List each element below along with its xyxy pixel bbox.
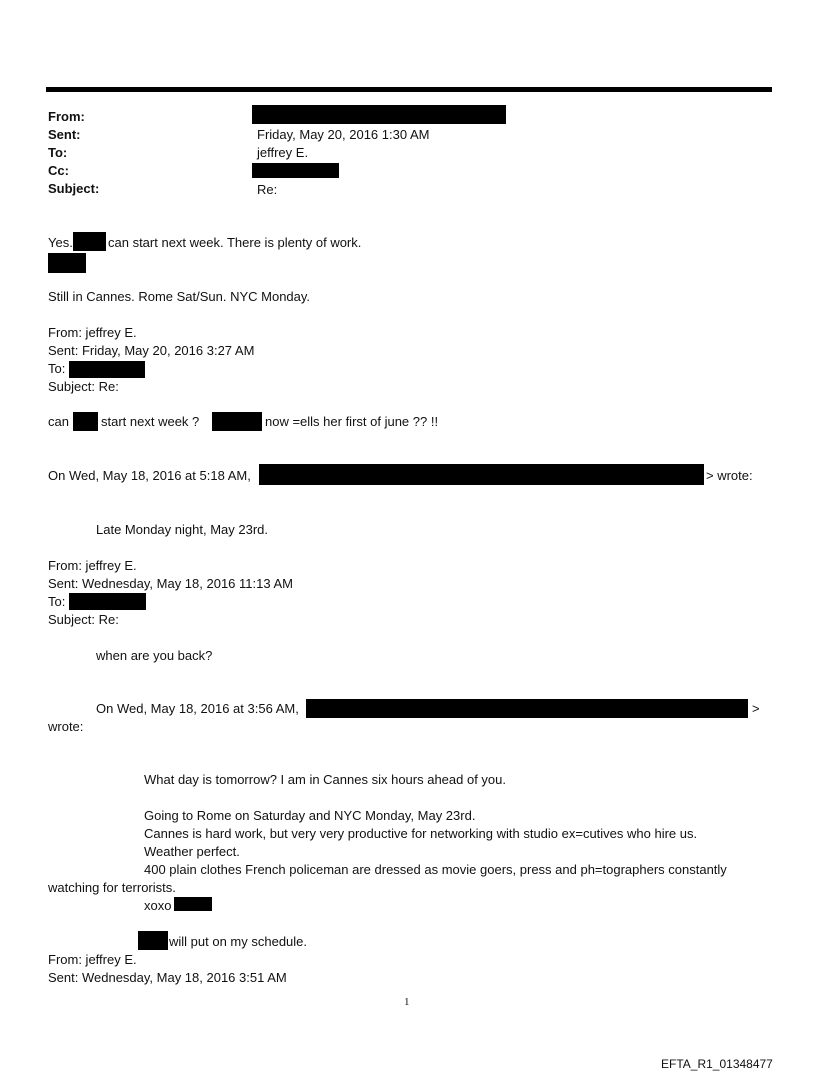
page-number: 1: [404, 996, 410, 1008]
quote1-body-can: can: [48, 414, 69, 429]
quote3-xoxo: xoxo: [144, 898, 172, 913]
sent-label: Sent:: [48, 127, 81, 142]
redacted-name-2: [73, 412, 98, 431]
quote3-line-2: Going to Rome on Saturday and NYC Monday, May 23rd.: [144, 808, 476, 823]
on-wrote-2-end: wrote:: [48, 719, 84, 734]
quote1-sent: Sent: Friday, May 20, 2016 3:27 AM: [48, 343, 255, 358]
quote1-to: To:: [48, 361, 66, 376]
redacted-from: [252, 105, 506, 124]
redacted-name-1: [73, 232, 106, 251]
quote3-line-5: 400 plain clothes French policeman are dressed as movie goers, press and ph=tographers constantly: [144, 862, 727, 877]
sent-value: Friday, May 20, 2016 1:30 AM: [257, 127, 430, 142]
redacted-signature-1: [48, 253, 86, 273]
on-wrote-1-end: > wrote:: [706, 468, 753, 483]
quote2-text: Late Monday night, May 23rd.: [96, 522, 268, 537]
quote4-sent: Sent: Wednesday, May 18, 2016 3:51 AM: [48, 970, 287, 985]
quote3-line-4: Weather perfect.: [144, 844, 240, 859]
redacted-cc: [252, 163, 339, 178]
on-wrote-1: On Wed, May 18, 2016 at 5:18 AM,: [48, 468, 251, 483]
quote2-subject: Subject: Re:: [48, 612, 119, 627]
quote3-line-6: watching for terrorists.: [48, 880, 176, 895]
quote1-from: From: jeffrey E.: [48, 325, 137, 340]
header-rule: [46, 87, 772, 92]
body-line-start: can start next week. There is plenty of work.: [108, 235, 362, 250]
quote2-to: To:: [48, 594, 66, 609]
redacted-email-2: [306, 699, 748, 718]
redacted-name-3: [212, 412, 262, 431]
redacted-to-1: [69, 361, 145, 378]
subject-value: Re:: [257, 182, 278, 197]
to-value: jeffrey E.: [257, 145, 309, 160]
quote4-line-1: will put on my schedule.: [169, 934, 308, 949]
quote1-body-now: now =ells her first of june ?? !!: [265, 414, 439, 429]
redacted-name-4: [138, 931, 168, 950]
quote2-from: From: jeffrey E.: [48, 558, 137, 573]
to-label: To:: [48, 145, 68, 160]
from-label: From:: [48, 109, 85, 124]
redacted-email-1: [259, 464, 704, 485]
body-line-cannes: Still in Cannes. Rome Sat/Sun. NYC Monday.: [48, 289, 311, 304]
footer-id: EFTA_R1_01348477: [661, 1057, 773, 1071]
quote1-body-start: start next week ?: [101, 414, 200, 429]
subject-label: Subject:: [48, 181, 100, 196]
quote2-sent: Sent: Wednesday, May 18, 2016 11:13 AM: [48, 576, 293, 591]
quote3-line-3: Cannes is hard work, but very very productive for networking with studio ex=cutives who hire us.: [144, 826, 698, 841]
redacted-signature-2: [174, 897, 212, 911]
quote1-subject: Subject: Re:: [48, 379, 119, 394]
on-wrote-2-gt: >: [752, 701, 760, 716]
cc-label: Cc:: [48, 163, 69, 178]
quote4-from: From: jeffrey E.: [48, 952, 137, 967]
redacted-to-2: [69, 593, 146, 610]
quote2-body: when are you back?: [96, 648, 213, 663]
quote3-line-1: What day is tomorrow? I am in Cannes six hours ahead of you.: [144, 772, 507, 787]
body-line-yes: Yes.: [48, 235, 73, 250]
on-wrote-2: On Wed, May 18, 2016 at 3:56 AM,: [96, 701, 299, 716]
